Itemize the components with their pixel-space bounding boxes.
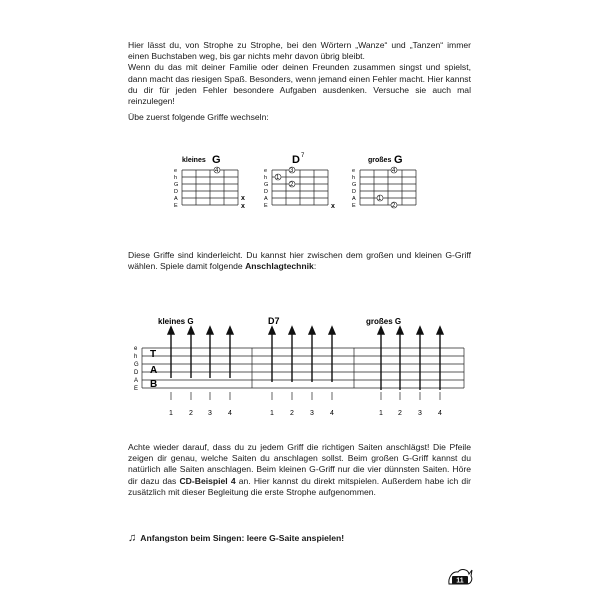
svg-text:E: E [264,203,268,209]
tab-string-label: e [134,346,138,352]
explanation-paragraph: Achte wieder darauf, dass du zu jedem Griff die richtigen Saiten anschlägst! Die Pfeile zeigen dir genau, welche Saiten du anschlagen sollst. Beim großen G-Griff kannst du natürlich alle Saiten anschlagen. Beim kleinen G-Griff nur die vier dünnsten Saiten. Höre dir dazu das CD-Beispiel 4 an. Hier kannst du direkt mitspielen. Außerdem habe ich dir zusätzlich mit dieser Begleitung die erste Strophe aufgenommen. [128,442,471,497]
svg-text:D: D [352,189,356,195]
chord-prefix: großes [368,157,392,164]
chord-name: G [394,154,403,166]
finger-number: 4 [215,168,219,174]
svg-text:h: h [352,175,356,181]
tab-string-label: G [134,362,139,368]
svg-text:e: e [264,168,268,174]
beat-count: 1 [379,410,383,417]
string-label: E [174,203,178,209]
string-labels [352,168,356,209]
string-label: h [174,175,178,181]
beat-count: 2 [290,410,294,417]
beat-count: 2 [189,410,193,417]
technique-paragraph: Diese Griffe sind kinderleicht. Du kannst hier zwischen dem großen und kleinen G-Griff wählen. Spiele damit folgende Anschlagtechnik: [128,250,471,272]
svg-text:A: A [352,196,356,202]
svg-text:D: D [264,189,268,195]
technique-term: Anschlagtechnik [245,261,314,272]
instruction-text: Übe zuerst folgende Griffe wechseln: [128,112,269,122]
mute-mark: x [331,203,335,210]
tab-string-label: A [134,378,139,384]
intro-text-1: Hier lässt du, von Strophe zu Strophe, bei den Wörtern „Wanze“ und „Tanzen“ immer einen Buchstaben weg, bis gar nichts mehr davon übrig bleibt. [128,40,471,62]
mute-mark: x [241,203,245,210]
string-labels [264,168,268,209]
tab-string-label: D [134,370,139,376]
finger-number: 1 [378,196,382,202]
tab-chord-label: kleines G [158,317,194,326]
beat-count: 1 [169,410,173,417]
tab-letter: A [150,365,158,376]
string-label: A [174,196,178,202]
beat-count: 2 [398,410,402,417]
chord-name: G [212,154,221,166]
svg-text:E: E [352,203,356,209]
tip-text: Anfangston beim Singen: leere G-Saite anspielen! [140,533,345,543]
svg-text:h: h [264,175,268,181]
tab-letter: T [150,349,157,360]
finger-number: 1 [276,175,280,181]
beat-count: 4 [438,410,442,417]
beat-count: 3 [310,410,314,417]
tab-chord-label: großes G [366,317,402,326]
string-label: G [174,182,179,188]
tab-string-label: h [134,354,138,360]
mute-mark: x [241,195,245,202]
finger-number: 2 [392,203,396,209]
finger-number: 4 [392,168,396,174]
chord-prefix: kleines [182,157,206,164]
svg-text:A: A [264,196,268,202]
intro-text-2: Wenn du das mit deiner Familie oder deinen Freunden zusammen singst und spielst, dann macht das riesigen Spaß. Besonders, wenn jemand einen Fehler macht. Hier kannst du dir für jeden Fehler besondere Aufgaben ausdenken. Versuche sie auch mal reinzulegen! [128,62,471,107]
page-number: 11 [456,577,464,585]
chord-diagram-kleines-g [168,152,252,218]
intro-paragraph [128,40,471,107]
tip-line [128,532,344,544]
string-labels [174,168,178,209]
string-label: e [174,168,178,174]
beat-count: 4 [330,410,334,417]
cd-reference: CD-Beispiel 4 [179,475,236,486]
chord-name: D [292,154,300,166]
svg-text:G: G [264,182,269,188]
finger-number: 3 [290,168,294,174]
beat-count: 3 [418,410,422,417]
music-note-icon: ♫ [128,532,137,544]
chord-superscript: 7 [301,153,305,159]
strum-tablature [128,308,472,425]
svg-text:e: e [352,168,356,174]
page-number-badge [446,566,474,586]
finger-number: 2 [290,182,294,188]
beat-count: 3 [208,410,212,417]
string-label: D [174,189,178,195]
svg-text:G: G [352,182,357,188]
beat-count: 4 [228,410,232,417]
tab-chord-label: D7 [268,316,280,326]
beat-count: 1 [270,410,274,417]
tab-letter: B [150,379,158,390]
chord-diagram-d7 [258,152,342,218]
chord-diagram-grosses-g [346,152,430,218]
tab-string-label: E [134,386,139,392]
